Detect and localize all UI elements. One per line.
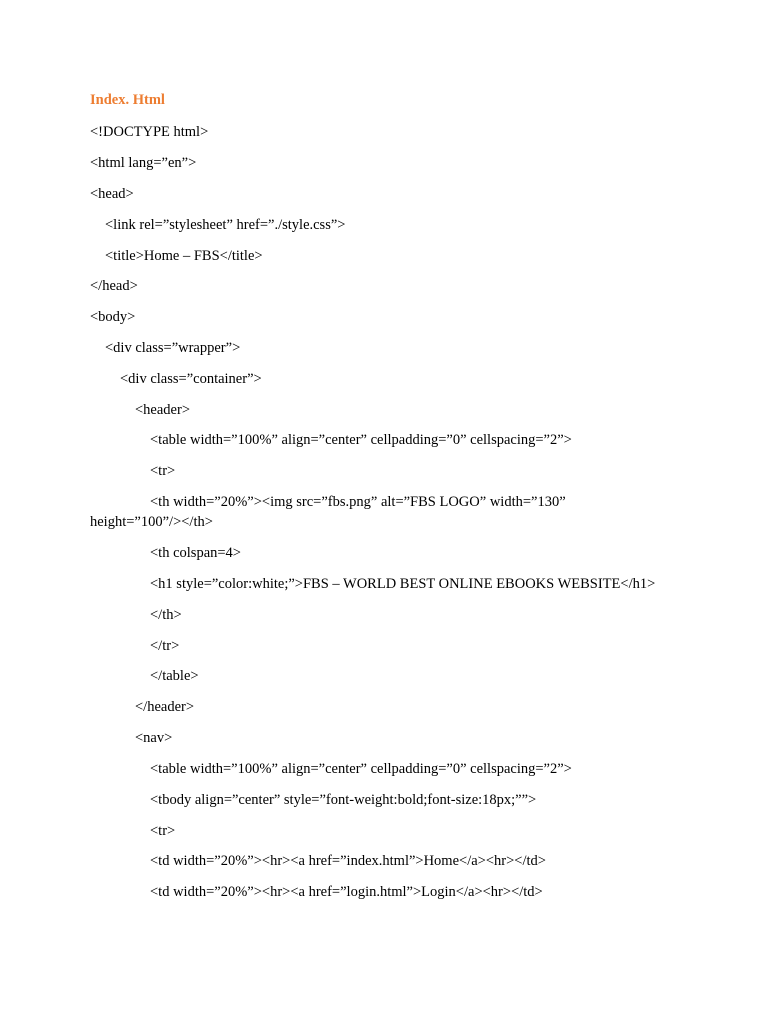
code-line: <!DOCTYPE html> [90,124,209,140]
code-line: <th width=”20%”><img src=”fbs.png” alt=”FBS LOGO” width=”130” [150,494,566,510]
code-line: <th colspan=4> [150,545,241,561]
code-line: <head> [90,186,134,202]
document-heading: Index. Html [90,92,165,108]
code-line: height=”100”/></th> [90,514,213,530]
code-line: </tr> [150,638,180,654]
code-line: </header> [135,699,195,715]
code-line: <html lang=”en”> [90,155,197,171]
code-line: <header> [135,402,190,418]
code-line: <table width=”100%” align=”center” cellpadding=”0” cellspacing=”2”> [150,432,572,448]
code-line: <nav> [135,730,173,746]
code-line: <h1 style=”color:white;”>FBS – WORLD BEST ONLINE EBOOKS WEBSITE</h1> [150,576,656,592]
code-line: <div class=”wrapper”> [105,340,241,356]
code-line: <tr> [150,823,176,839]
code-line: <tr> [150,463,176,479]
code-line: <tbody align=”center” style=”font-weight:bold;font-size:18px;””> [150,792,537,808]
code-line: <table width=”100%” align=”center” cellpadding=”0” cellspacing=”2”> [150,761,572,777]
code-line: <title>Home – FBS</title> [105,248,263,264]
code-line: </th> [150,607,182,623]
code-line: <td width=”20%”><hr><a href=”login.html”>Login</a><hr></td> [150,884,543,900]
code-line: </table> [150,668,199,684]
code-line: <link rel=”stylesheet” href=”./style.css”> [105,217,346,233]
code-line: </head> [90,278,138,294]
code-line: <body> [90,309,136,325]
code-line: <div class=”container”> [120,371,262,387]
code-line: <td width=”20%”><hr><a href=”index.html”>Home</a><hr></td> [150,853,546,869]
